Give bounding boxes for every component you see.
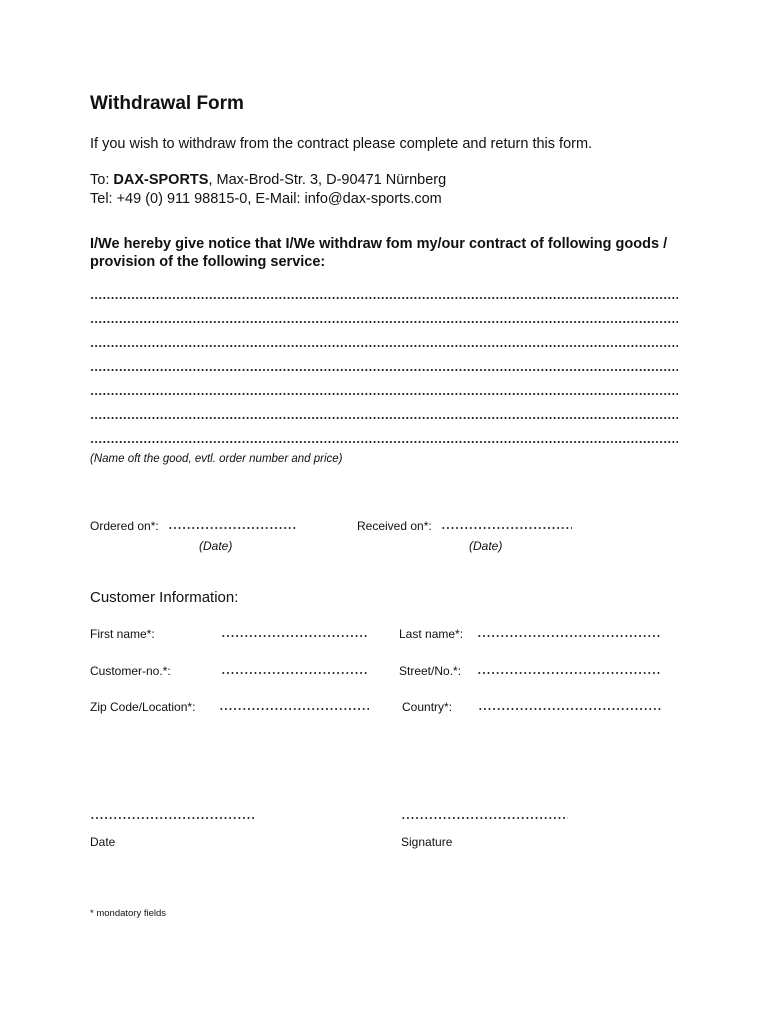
customer-no-label: Customer-no.*: [90,664,171,678]
goods-line-2[interactable] [90,321,678,325]
goods-hint: (Name oft the good, evtl. order number and price) [90,453,343,465]
zip-location-label: Zip Code/Location*: [90,700,196,714]
street-address: , Max-Brod-Str. 3, D-90471 Nürnberg [208,172,447,188]
zip-location-field[interactable] [219,708,369,712]
goods-line-5[interactable] [90,393,678,397]
goods-line-4[interactable] [90,369,678,373]
withdrawal-notice: I/We hereby give notice that I/We withdraw fom my/our contract of following goods / provision of the following service: [90,236,668,270]
street-no-label: Street/No.*: [399,664,462,678]
customer-no-field[interactable] [221,672,367,676]
ordered-on-label: Ordered on*: [90,519,159,533]
goods-line-6[interactable] [90,417,678,421]
recipient-address [90,172,446,188]
intro-text: If you wish to withdraw from the contract please complete and return this form. [90,136,593,152]
received-date-hint: (Date) [469,539,503,553]
first-name-label: First name*: [90,627,155,641]
signature-date-field[interactable] [90,817,256,821]
country-label: Country*: [402,700,453,714]
ordered-on-field[interactable] [168,527,298,531]
form-title: Withdrawal Form [90,93,244,114]
last-name-field[interactable] [477,635,662,639]
company-name: DAX-SPORTS [113,172,209,188]
street-no-field[interactable] [477,672,662,676]
received-on-field[interactable] [441,527,572,531]
signature-label: Signature [401,835,453,849]
first-name-field[interactable] [221,635,367,639]
goods-line-3[interactable] [90,345,678,349]
mandatory-note: * mondatory fields [90,908,167,919]
ordered-date-hint: (Date) [199,539,233,553]
contact-line: Tel: +49 (0) 911 98815-0, E-Mail: info@dax-sports.com [90,191,442,207]
signature-field[interactable] [401,817,568,821]
goods-line-1[interactable] [90,297,678,301]
country-field[interactable] [478,708,663,712]
received-on-label: Received on*: [357,519,432,533]
signature-date-label: Date [90,835,116,849]
goods-line-7[interactable] [90,441,678,445]
to-label: To: [90,172,114,188]
last-name-label: Last name*: [399,627,464,641]
customer-section-heading: Customer Information: [90,589,239,606]
